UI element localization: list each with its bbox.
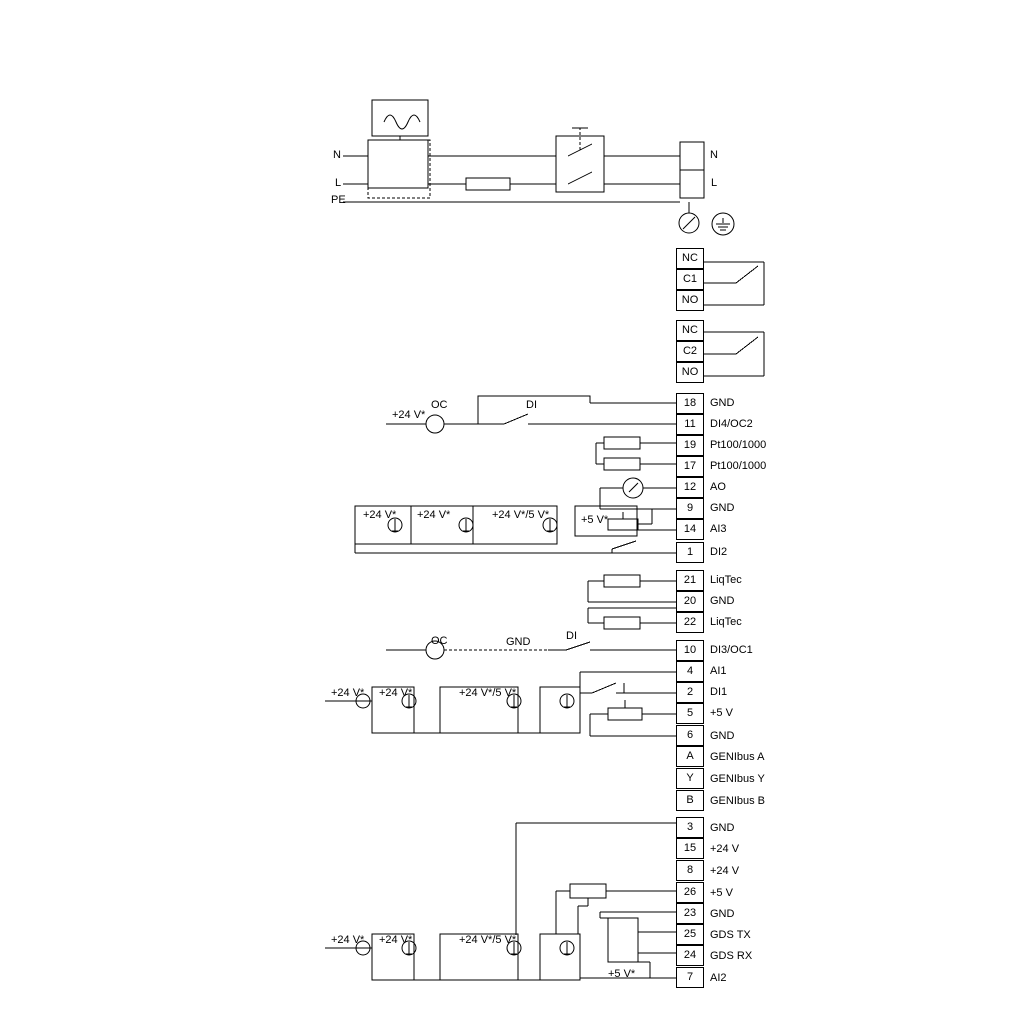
- terminal-genibus-b-label: GENIbus B: [710, 795, 766, 807]
- terminal-5-label: +5 V: [710, 707, 733, 719]
- annotation-v5-c: +5 V*: [608, 968, 636, 980]
- terminal-14-label: AI3: [710, 523, 727, 535]
- terminal-14[interactable]: 14: [676, 519, 704, 540]
- relay-1-nc-terminal[interactable]: NC: [676, 248, 704, 269]
- annotation-v24-b1: +24 V*: [379, 687, 413, 699]
- terminal-22-label: LiqTec: [710, 616, 742, 628]
- terminal-12-label: AO: [710, 481, 726, 493]
- terminal-9-label: GND: [710, 502, 735, 514]
- terminal-17[interactable]: 17: [676, 456, 704, 477]
- label-mains-pe: PE: [331, 194, 346, 206]
- terminal-10[interactable]: 10: [676, 640, 704, 661]
- terminal-genibus-y-label: GENIbus Y: [710, 773, 765, 785]
- annotation-v24-5v-a: +24 V*/5 V*: [492, 509, 550, 521]
- annotation-di-mid: DI: [566, 630, 577, 642]
- terminal-18-label: GND: [710, 397, 735, 409]
- relay-2-no-terminal[interactable]: NO: [676, 362, 704, 383]
- terminal-6-label: GND: [710, 730, 735, 742]
- annotation-di-top: DI: [526, 399, 537, 411]
- annotation-v24-b0: +24 V*: [331, 687, 365, 699]
- annotation-v5-a: +5 V*: [581, 514, 609, 526]
- terminal-7-label: AI2: [710, 972, 727, 984]
- terminal-24-label: GDS RX: [710, 950, 753, 962]
- terminal-22[interactable]: 22: [676, 612, 704, 633]
- annotation-v24-5v-b: +24 V*/5 V*: [459, 687, 517, 699]
- terminal-12[interactable]: 12: [676, 477, 704, 498]
- terminal-25-label: GDS TX: [710, 929, 751, 941]
- terminal-genibus-a-label: GENIbus A: [710, 751, 765, 763]
- terminal-genibus-y[interactable]: Y: [676, 768, 704, 789]
- annotation-v24-a1: +24 V*: [363, 509, 397, 521]
- annotation-v24-a2: +24 V*: [417, 509, 451, 521]
- terminal-24[interactable]: 24: [676, 945, 704, 966]
- terminal-6[interactable]: 6: [676, 725, 704, 746]
- terminal-26-label: +5 V: [710, 887, 733, 899]
- annotation-oc2: OC: [431, 635, 448, 647]
- terminal-2-label: DI1: [710, 686, 728, 698]
- terminal-9[interactable]: 9: [676, 498, 704, 519]
- label-mains-l-in: L: [335, 177, 342, 189]
- terminal-15-label: +24 V: [710, 843, 740, 855]
- terminal-17-label: Pt100/1000: [710, 460, 767, 472]
- relay-2-common-terminal[interactable]: C2: [676, 341, 704, 362]
- terminal-25[interactable]: 25: [676, 924, 704, 945]
- terminal-1-label: DI2: [710, 546, 728, 558]
- label-mains-n-in: N: [333, 149, 341, 161]
- annotation-oc1: OC: [431, 399, 448, 411]
- terminal-21[interactable]: 21: [676, 570, 704, 591]
- annotation-v24-5v-c: +24 V*/5 V*: [459, 934, 517, 946]
- terminal-7[interactable]: 7: [676, 967, 704, 988]
- terminal-20-label: GND: [710, 595, 735, 607]
- terminal-1[interactable]: 1: [676, 542, 704, 563]
- terminal-genibus-a[interactable]: A: [676, 746, 704, 767]
- terminal-8-label: +24 V: [710, 865, 740, 877]
- relay-1-common-terminal[interactable]: C1: [676, 269, 704, 290]
- terminal-21-label: LiqTec: [710, 574, 742, 586]
- relay-2-nc-terminal[interactable]: NC: [676, 320, 704, 341]
- terminal-15[interactable]: 15: [676, 838, 704, 859]
- terminal-3[interactable]: 3: [676, 817, 704, 838]
- annotation-gnd-mid: GND: [506, 636, 531, 648]
- terminal-20[interactable]: 20: [676, 591, 704, 612]
- terminal-23[interactable]: 23: [676, 903, 704, 924]
- terminal-8[interactable]: 8: [676, 860, 704, 881]
- annotation-v24-c1: +24 V*: [379, 934, 413, 946]
- annotation-v24-di4: +24 V*: [392, 409, 426, 421]
- annotation-v24-c0: +24 V*: [331, 934, 365, 946]
- terminal-4[interactable]: 4: [676, 661, 704, 682]
- terminal-19-label: Pt100/1000: [710, 439, 767, 451]
- terminal-23-label: GND: [710, 908, 735, 920]
- terminal-11-label: DI4/OC2: [710, 418, 753, 430]
- terminal-18[interactable]: 18: [676, 393, 704, 414]
- terminal-11[interactable]: 11: [676, 414, 704, 435]
- terminal-genibus-b[interactable]: B: [676, 790, 704, 811]
- terminal-5[interactable]: 5: [676, 703, 704, 724]
- terminal-3-label: GND: [710, 822, 735, 834]
- terminal-4-label: AI1: [710, 665, 727, 677]
- terminal-10-label: DI3/OC1: [710, 644, 753, 656]
- terminal-2[interactable]: 2: [676, 682, 704, 703]
- label-mains-l-out: L: [711, 177, 718, 189]
- label-mains-n-out: N: [710, 149, 718, 161]
- terminal-19[interactable]: 19: [676, 435, 704, 456]
- terminal-26[interactable]: 26: [676, 882, 704, 903]
- relay-1-no-terminal[interactable]: NO: [676, 290, 704, 311]
